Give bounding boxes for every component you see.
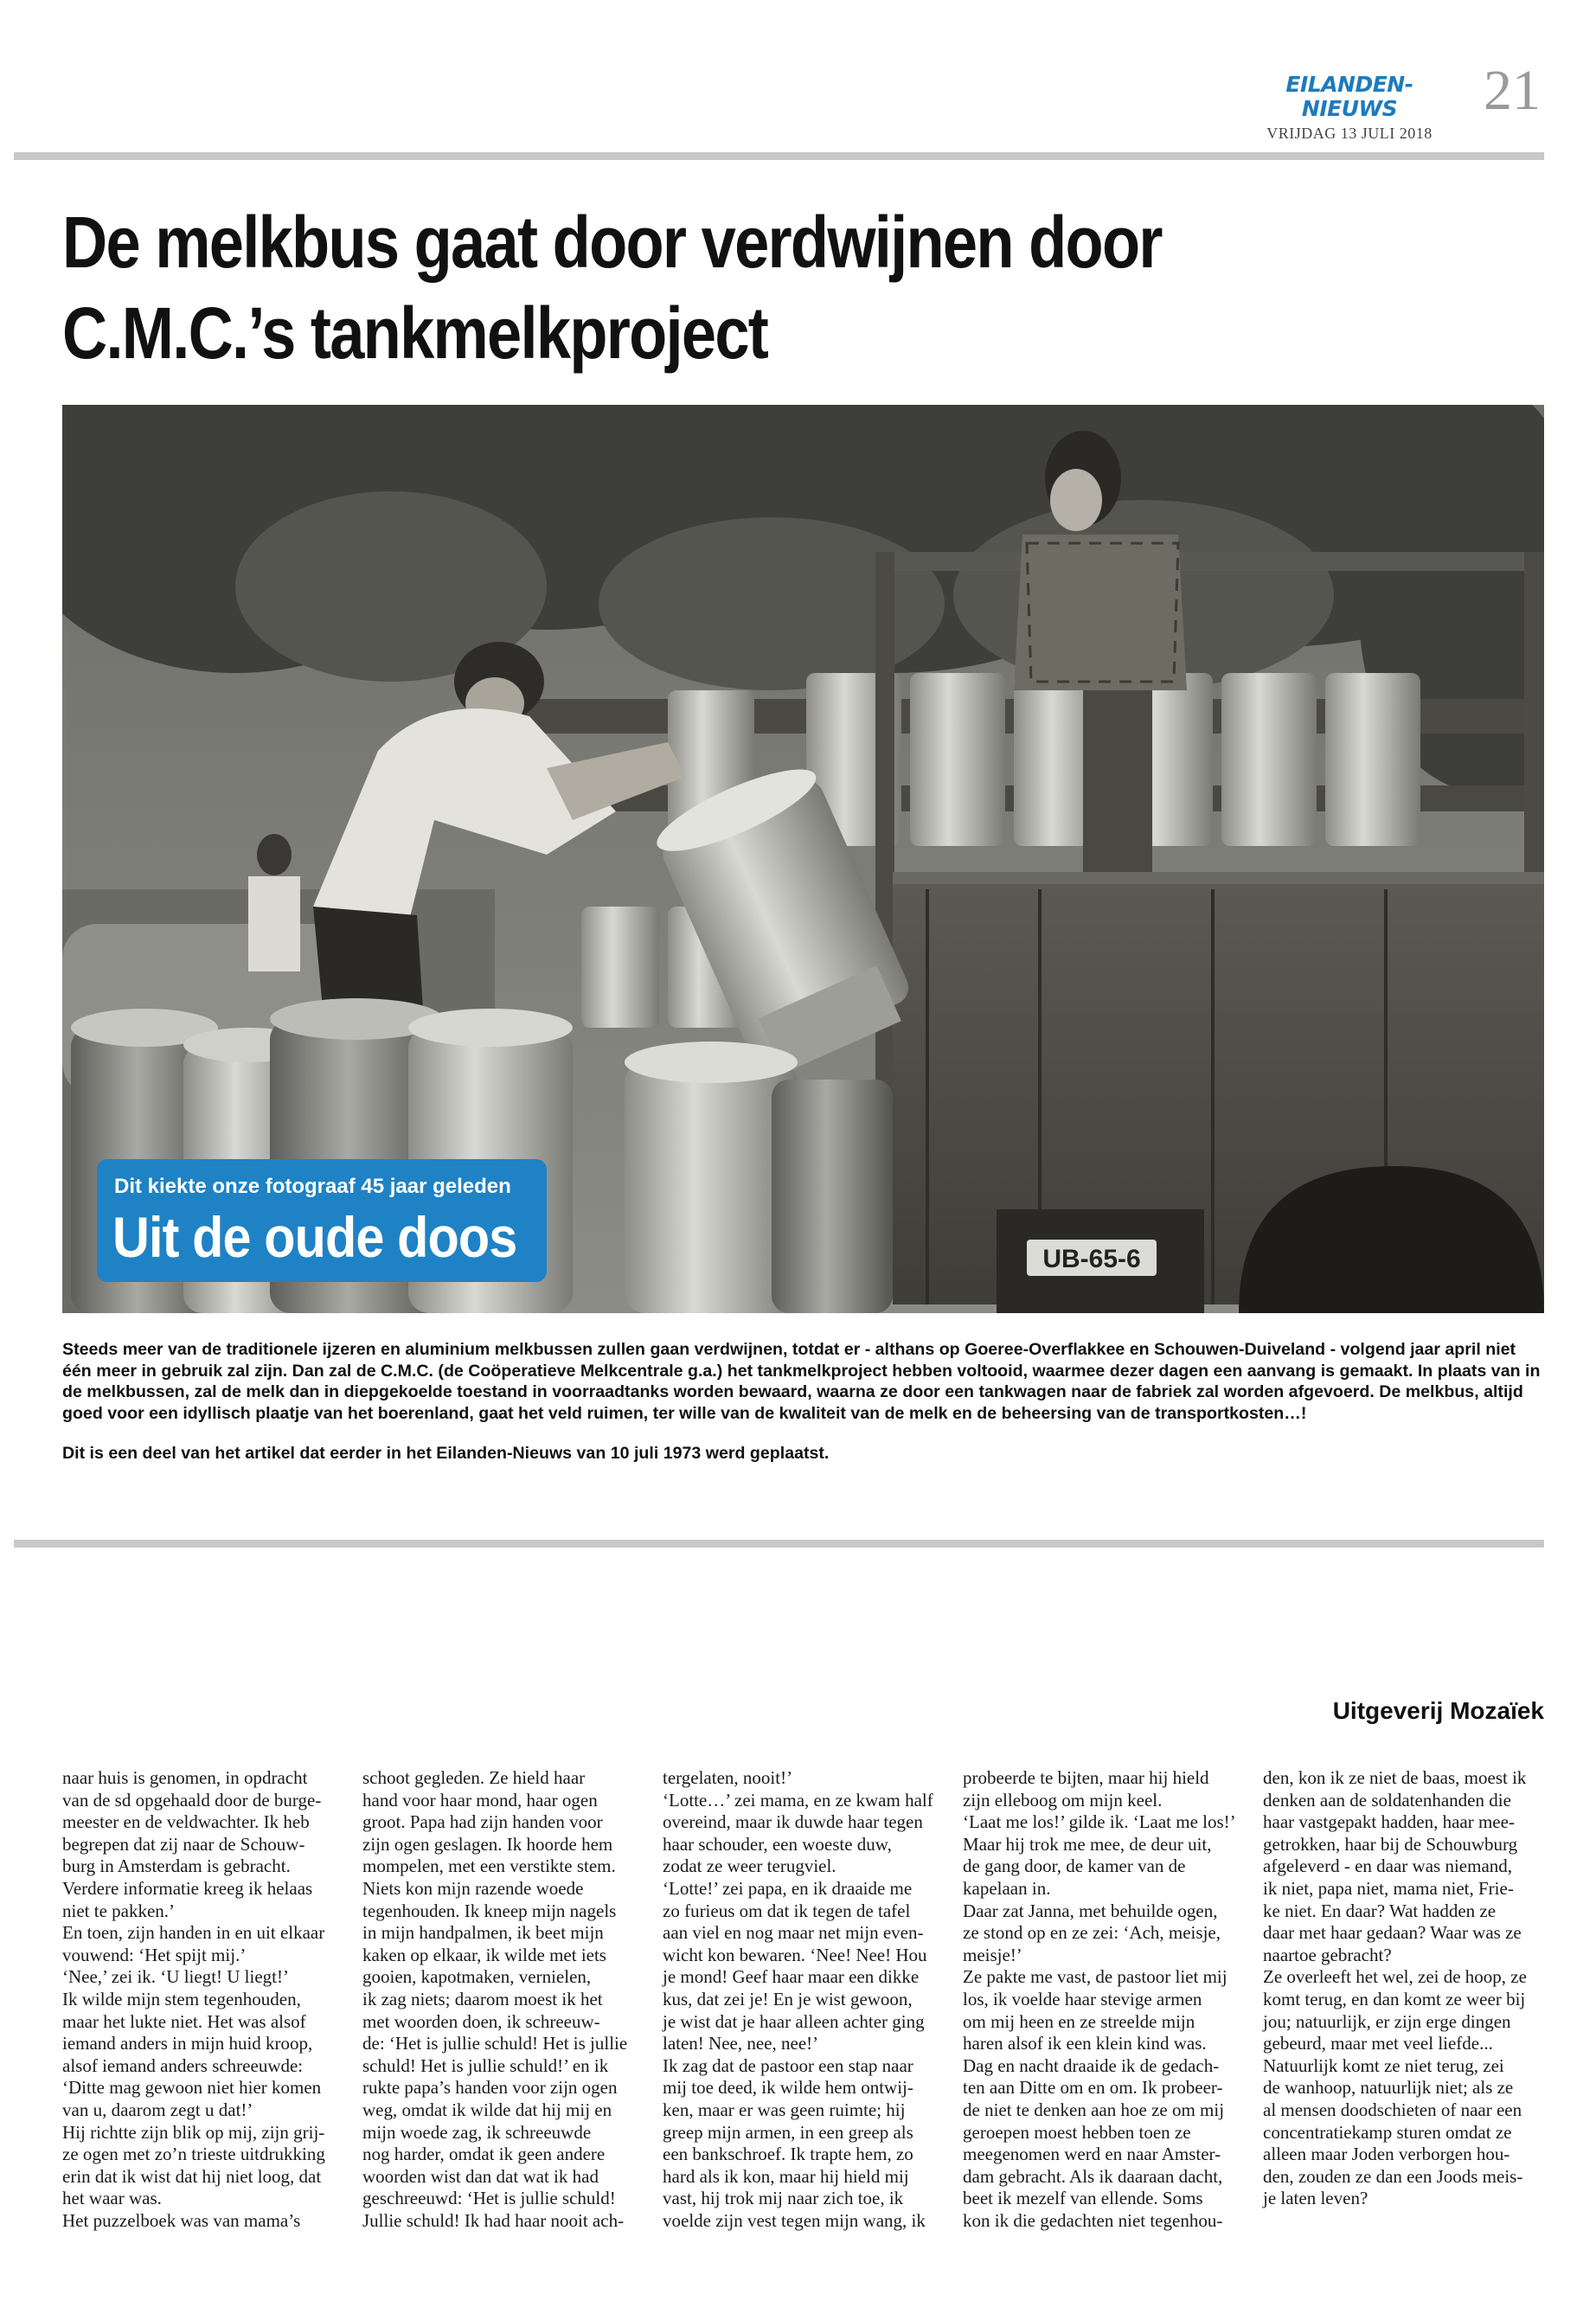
text-line: los, ik voelde haar stevige armen: [963, 1988, 1202, 2009]
article-intro: [62, 1339, 1544, 1484]
text-line: vast, hij trok mij naar zich toe, ik: [663, 2188, 904, 2209]
text-line: de niet te denken aan hoe ze om mij: [963, 2099, 1225, 2120]
story-columns: [62, 1767, 1544, 2273]
text-line: Verdere informatie kreeg ik helaas: [62, 1877, 313, 1899]
section-divider: [14, 1540, 1544, 1548]
text-line: gebeurd, maar met veel liefde...: [1263, 2033, 1493, 2054]
license-plate-text: UB-65-6: [1042, 1245, 1141, 1273]
text-line: de wanhoop, natuurlijk niet; als ze: [1263, 2077, 1514, 2099]
text-line: getrokken, haar bij de Schouwburg: [1263, 1833, 1518, 1855]
text-line: wicht kon bewaren. ‘Nee! Nee! Hou: [663, 1944, 927, 1965]
text-line: ken, maar er was geen ruimte; hij: [663, 2099, 906, 2120]
text-line: hard als ik kon, maar hij hield mij: [663, 2165, 909, 2187]
text-line: haar vastgepakt hadden, haar mee-: [1263, 1811, 1515, 1833]
text-line: kon ik die gedachten niet tegenhou-: [963, 2209, 1223, 2231]
text-line: Daar zat Janna, met behuilde ogen,: [963, 1900, 1218, 1921]
text-line: voelde zijn vest tegen mijn wang, ik: [663, 2209, 926, 2231]
newspaper-logo: EILANDEN-NIEUWS: [1285, 72, 1413, 121]
text-line: vouwend: ‘Het spijt mij.’: [62, 1944, 247, 1965]
text-line: kapelaan in.: [963, 1877, 1051, 1899]
text-line: ze stond op en ze zei: ‘Ach, meisje,: [963, 1922, 1221, 1944]
text-line: niet te pakken.’: [62, 1900, 176, 1921]
text-line: zijn ogen geslagen. Ik hoorde hem: [362, 1833, 613, 1855]
publication-date: VRIJDAG 13 JULI 2018: [1266, 125, 1433, 142]
text-line: de: ‘Het is jullie schuld! Het is jullie: [362, 2033, 628, 2054]
text-line: Maar hij trok me mee, de deur uit,: [963, 1833, 1212, 1855]
text-line: afgeleverd - en daar was niemand,: [1263, 1856, 1513, 1877]
text-line: Ze pakte me vast, de pastoor liet mij: [963, 1966, 1227, 1988]
text-line: ik zag niets; daarom moest ik het: [362, 1988, 603, 2009]
story-column: [62, 1767, 341, 2232]
source-note: Dit is een deel van het artikel dat eerder in het Eilanden-Nieuws van 10 juli 1973 werd geplaatst.: [62, 1444, 830, 1463]
text-line: meegenomen werd en naar Amster-: [963, 2144, 1221, 2165]
text-line: rukte papa’s handen voor zijn ogen: [362, 2077, 618, 2099]
text-line: schuld! Het is jullie schuld!’ en ik: [362, 2054, 609, 2076]
photo-label: [97, 1159, 547, 1282]
text-line: aan viel en nog maar net mijn even-: [663, 1922, 924, 1944]
publisher-credit: Uitgeverij Mozaïek: [1332, 1697, 1544, 1724]
text-line: zijn elleboog om mijn keel.: [963, 1789, 1163, 1811]
page-number: 21: [1484, 59, 1541, 122]
text-line: geroepen moest hebben toen ze: [963, 2121, 1191, 2143]
text-line: Ik zag dat de pastoor een stap naar: [663, 2054, 913, 2076]
text-line: ten aan Ditte om en om. Ik probeer-: [963, 2077, 1223, 2099]
story-column: [963, 1767, 1241, 2232]
text-line: tegenhouden. Ik kneep mijn nagels: [362, 1900, 617, 1921]
text-line: greep mijn armen, in een greep als: [663, 2121, 913, 2143]
text-line: Dag en nacht draaide ik de gedach-: [963, 2054, 1220, 2076]
text-line: haren alsof ik een klein kind was.: [963, 2033, 1207, 2054]
text-line: gooien, kapotmaken, vernielen,: [362, 1966, 592, 1988]
story-column: [1263, 1767, 1542, 2210]
text-line: jou; natuurlijk, er zijn erge dingen: [1263, 2010, 1511, 2032]
text-line: een bankschroef. Ik trapte hem, zo: [663, 2144, 913, 2165]
text-line: nog harder, omdat ik geen andere: [362, 2144, 606, 2165]
text-line: al mensen doodschieten of naar een: [1263, 2099, 1522, 2120]
text-line: ‘Lotte…’ zei mama, en ze kwam half: [663, 1789, 933, 1811]
text-line: alsof iemand anders schreeuwde:: [62, 2054, 304, 2076]
text-line: zo furieus om dat ik tegen de tafel: [663, 1900, 911, 1921]
headline: [62, 197, 1327, 379]
text-line: mij toe deed, ik wilde hem ontwij-: [663, 2077, 913, 2099]
text-line: je mond! Geef haar maar een dikke: [663, 1966, 920, 1988]
text-line: hand voor haar mond, haar ogen: [362, 1789, 598, 1811]
text-line: ik niet, papa niet, mama niet, Frie-: [1263, 1877, 1514, 1899]
text-line: En toen, zijn handen in en uit elkaar: [62, 1922, 325, 1944]
text-line: erin dat ik wist dat hij niet loog, dat: [62, 2165, 322, 2187]
text-line: Jullie schuld! Ik had haar nooit ach-: [362, 2209, 625, 2231]
text-line: de gang door, de kamer van de: [963, 1856, 1186, 1877]
text-line: groot. Papa had zijn handen voor: [362, 1811, 603, 1833]
text-line: mompelen, met een verstikte stem.: [362, 1856, 616, 1877]
text-line: concentratiekamp sturen omdat ze: [1263, 2121, 1512, 2143]
text-line: zodat ze weer terugviel.: [663, 1856, 836, 1877]
text-line: je wist dat je haar alleen achter ging: [663, 2010, 925, 2032]
text-line: alleen maar Joden verborgen hou-: [1263, 2144, 1510, 2165]
text-line: maar het lukte niet. Het was alsof: [62, 2010, 306, 2032]
text-line: burg in Amsterdam is gebracht.: [62, 1856, 291, 1877]
text-line: ‘Lotte!’ zei papa, en ik draaide me: [663, 1877, 913, 1899]
text-line: kaken op elkaar, ik wilde met iets: [362, 1944, 606, 1965]
text-line: meisje!’: [963, 1944, 1022, 1965]
text-line: denken aan de soldatenhanden die: [1263, 1789, 1511, 1811]
text-line: ‘Ditte mag gewoon niet hier komen: [62, 2077, 322, 2099]
text-line: je laten leven?: [1263, 2188, 1368, 2209]
text-line: van u, daarom zegt u dat!’: [62, 2099, 253, 2120]
text-line: naar huis is genomen, in opdracht: [62, 1767, 308, 1788]
text-line: daar met haar gedaan? Waar was ze: [1263, 1922, 1522, 1944]
story-column: [663, 1767, 941, 2232]
text-line: den, zouden ze dan een Joods meis-: [1263, 2165, 1523, 2187]
masthead: [1246, 73, 1453, 143]
text-line: Natuurlijk komt ze niet terug, zei: [1263, 2054, 1504, 2076]
intro-paragraph: Steeds meer van de traditionele ijzeren en aluminium melkbussen zullen gaan verdwijnen, totdat er - althans op Goeree-Overflakkee en Schouwen-Duiveland - volgend jaar april niet één meer in gebruik zal zijn. Dan zal de C.M.C. (de Coöperatieve Melkcentrale g.a.) het tankmelkproject hebben voltooid, waarmee dezer dagen een aanvang is gemaakt. In plaats van in de melkbussen, zal de melk dan in diepgekoelde toestand in voorraadtanks worden bewaard, waarna ze door een tankwagen naar de fabriek zal worden afgevoerd. De melkbus, altijd goed voor een idyllisch plaatje van het boerenland, gaat het veld ruimen, ter wille van de kwaliteit van de melk en de beheersing van de transportkosten…!: [62, 1340, 1541, 1423]
headline-line-1: De melkbus gaat door verdwijnen door: [62, 202, 1162, 283]
text-line: ze ogen met zo’n trieste uitdrukking: [62, 2144, 325, 2165]
text-line: om mij heen en ze streelde mijn: [963, 2010, 1195, 2032]
text-line: ‘Laat me los!’ gilde ik. ‘Laat me los!’: [963, 1811, 1236, 1833]
text-line: Ze overleeft het wel, zei de hoop, ze: [1263, 1966, 1527, 1988]
text-line: ‘Nee,’ zei ik. ‘U liegt! U liegt!’: [62, 1966, 289, 1988]
text-line: naartoe gebracht?: [1263, 1944, 1392, 1965]
text-line: geschreeuwd: ‘Het is jullie schuld!: [362, 2188, 616, 2209]
text-line: Het puzzelboek was van mama’s: [62, 2209, 301, 2231]
text-line: van de sd opgehaald door de burge-: [62, 1789, 322, 1811]
text-line: Hij richtte zijn blik op mij, zijn grij-: [62, 2121, 325, 2143]
text-line: het waar was.: [62, 2188, 162, 2209]
text-line: Niets kon mijn razende woede: [362, 1877, 584, 1899]
text-line: mijn woede zag, ik schreeuwde: [362, 2121, 592, 2143]
text-line: komt terug, en dan komt ze weer bij: [1263, 1988, 1526, 2009]
text-line: laten! Nee, nee, nee!’: [663, 2033, 819, 2054]
text-line: Ik wilde mijn stem tegenhouden,: [62, 1988, 301, 2009]
photo-label-kicker: Dit kiekte onze fotograaf 45 jaar geleden: [114, 1175, 511, 1198]
text-line: weg, omdat ik wilde dat hij mij en: [362, 2099, 612, 2120]
text-line: iemand anders in mijn huid kroop,: [62, 2033, 313, 2054]
text-line: haar schouder, een woeste duw,: [663, 1833, 892, 1855]
top-divider: [14, 152, 1544, 160]
text-line: in mijn handpalmen, ik beet mijn: [362, 1922, 604, 1944]
text-line: schoot gegleden. Ze hield haar: [362, 1767, 586, 1788]
text-line: overeind, maar ik duwde haar tegen: [663, 1811, 923, 1833]
story-column: [362, 1767, 641, 2232]
headline-line-2: C.M.C.’s tankmelkproject: [62, 292, 768, 374]
text-line: meester en de veldwachter. Ik heb: [62, 1811, 310, 1833]
text-line: begrepen dat zij naar de Schouw-: [62, 1833, 305, 1855]
text-line: beet ik mezelf van ellende. Soms: [963, 2188, 1203, 2209]
text-line: kus, dat zei je! En je wist gewoon,: [663, 1988, 913, 2009]
text-line: woorden wist dan dat wat ik had: [362, 2165, 599, 2187]
text-line: dam gebracht. Als ik daaraan dacht,: [963, 2165, 1223, 2187]
text-line: met woorden doen, ik schreeuw-: [362, 2010, 600, 2032]
text-line: tergelaten, nooit!’: [663, 1767, 793, 1788]
photo-label-title: Uit de oude doos: [112, 1205, 517, 1269]
text-line: den, kon ik ze niet de baas, moest ik: [1263, 1767, 1527, 1788]
text-line: probeerde te bijten, maar hij hield: [963, 1767, 1209, 1788]
text-line: ke niet. En daar? Wat hadden ze: [1263, 1900, 1497, 1921]
